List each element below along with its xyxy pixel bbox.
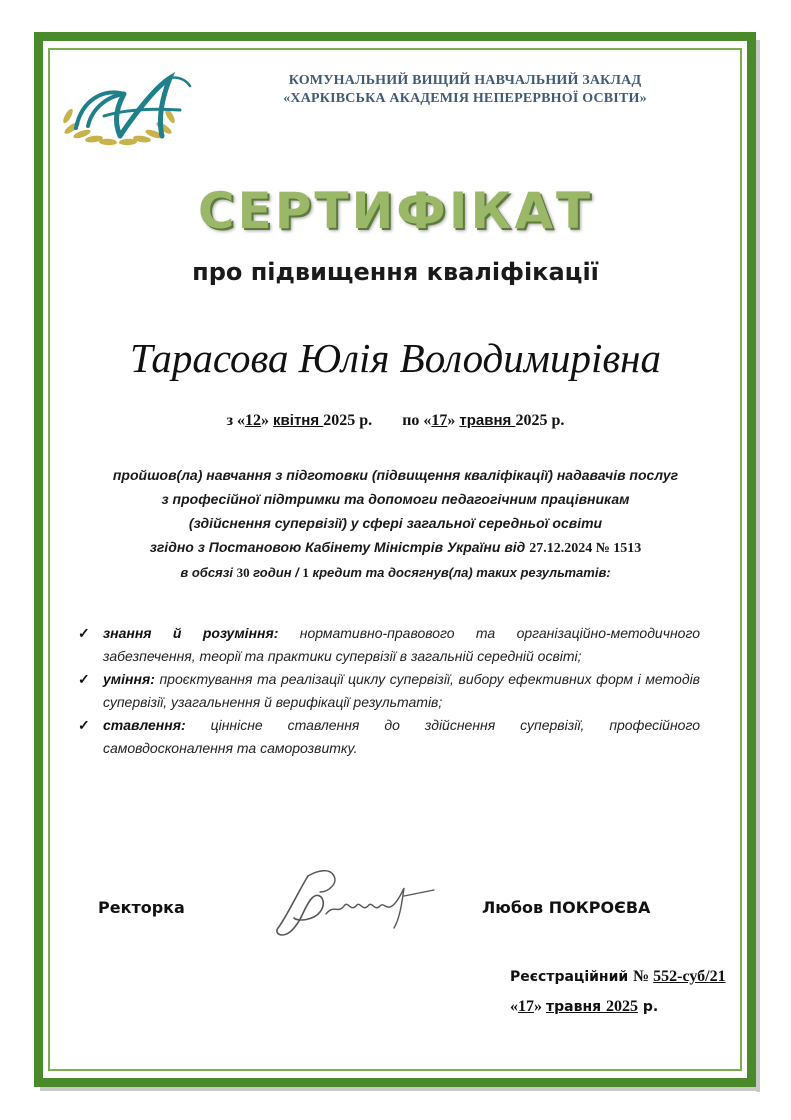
period-from-year: 2025 р. — [323, 412, 373, 429]
registration-date-year: 2025 — [605, 998, 638, 1015]
hours-count: 30 — [236, 565, 250, 580]
resolution-reference: 27.12.2024 № 1513 — [529, 541, 642, 556]
description-line-4 — [40, 535, 751, 561]
institution-line-2: «ХАРКІВСЬКА АКАДЕМІЯ НЕПЕРЕРВНОЇ ОСВІТИ» — [283, 91, 647, 106]
recipient-name: Тарасова Юлія Володимирівна — [130, 335, 661, 381]
registration-date-month: травня — [546, 999, 606, 1015]
registration-date-day: 17 — [518, 998, 534, 1015]
checkmark-icon: ✓ — [78, 625, 90, 641]
period-from-day: 12 — [245, 412, 262, 429]
training-period: з «12» квітня 2025 р. по «17» травня 2025 р. — [226, 412, 565, 429]
learning-results-list — [76, 622, 700, 760]
result-label: знання й розуміння: — [103, 625, 279, 641]
result-label: уміння: — [103, 671, 155, 687]
period-to-day: 17 — [431, 412, 448, 429]
registration-label: Реєстраційний — [510, 969, 634, 985]
period-to-prefix: по « — [402, 412, 432, 429]
registration-number: 552-суб/21 — [653, 968, 726, 985]
result-item-attitude — [76, 714, 700, 760]
description-line-2: з професійної підтримки та допомоги педагогічним працівникам — [161, 491, 630, 507]
period-from-month: квітня — [273, 412, 324, 429]
result-item-knowledge — [76, 622, 700, 668]
handwritten-signature — [268, 862, 438, 942]
description-line-1: пройшов(ла) навчання з підготовки (підвищення кваліфікації) надавачів послуг — [112, 467, 679, 483]
registration-info — [510, 962, 726, 1022]
result-text: нормативно-правового та організаційно-методичного забезпечення, теорії та практики супервізії в загальній середній освіті; — [103, 625, 700, 664]
checkmark-icon: ✓ — [78, 717, 90, 733]
academy-logo — [58, 70, 198, 150]
result-label: ставлення: — [103, 717, 186, 733]
result-text: проєктування та реалізації циклу супервізії, вибору ефективних форм і методів супервізії, узагальнення й верифікації результатів; — [103, 671, 700, 710]
signatory-name: Любов ПОКРОЄВА — [482, 898, 651, 917]
registration-number-line: Реєстраційний № 552-суб/21 — [510, 968, 726, 985]
institution-line-1: КОМУНАЛЬНИЙ ВИЩИЙ НАВЧАЛЬНИЙ ЗАКЛАД — [288, 73, 642, 88]
result-item-skills — [76, 668, 700, 714]
credits-count: 1 — [302, 565, 309, 580]
frame-shadow-bottom — [40, 1087, 760, 1091]
certificate-title: СЕРТИФІКАТ — [197, 182, 594, 240]
certificate-subtitle: про підвищення кваліфікації — [192, 258, 599, 286]
training-description — [40, 463, 751, 585]
period-to-month: травня — [459, 412, 516, 429]
institution-name — [210, 72, 720, 108]
description-line-3: (здійснення супервізії) у сфері загальної середньої освіти — [188, 515, 603, 531]
resolution-text: згідно з Постановою Кабінету Міністрів України від — [149, 539, 530, 555]
signatory-role: Ректорка — [98, 898, 185, 917]
checkmark-icon: ✓ — [78, 671, 90, 687]
period-to-year: 2025 р. — [515, 412, 565, 429]
result-text: ціннісне ставлення до здійснення супервізії, професійного самовдосконалення та саморозвитку. — [103, 717, 700, 756]
period-from-prefix: з « — [226, 412, 246, 429]
description-line-5: в обсязі 30 годин / 1 кредит та досягнув(ла) таких результатів: — [180, 565, 611, 580]
registration-date-line: «17» травня 2025 р. — [510, 998, 659, 1015]
